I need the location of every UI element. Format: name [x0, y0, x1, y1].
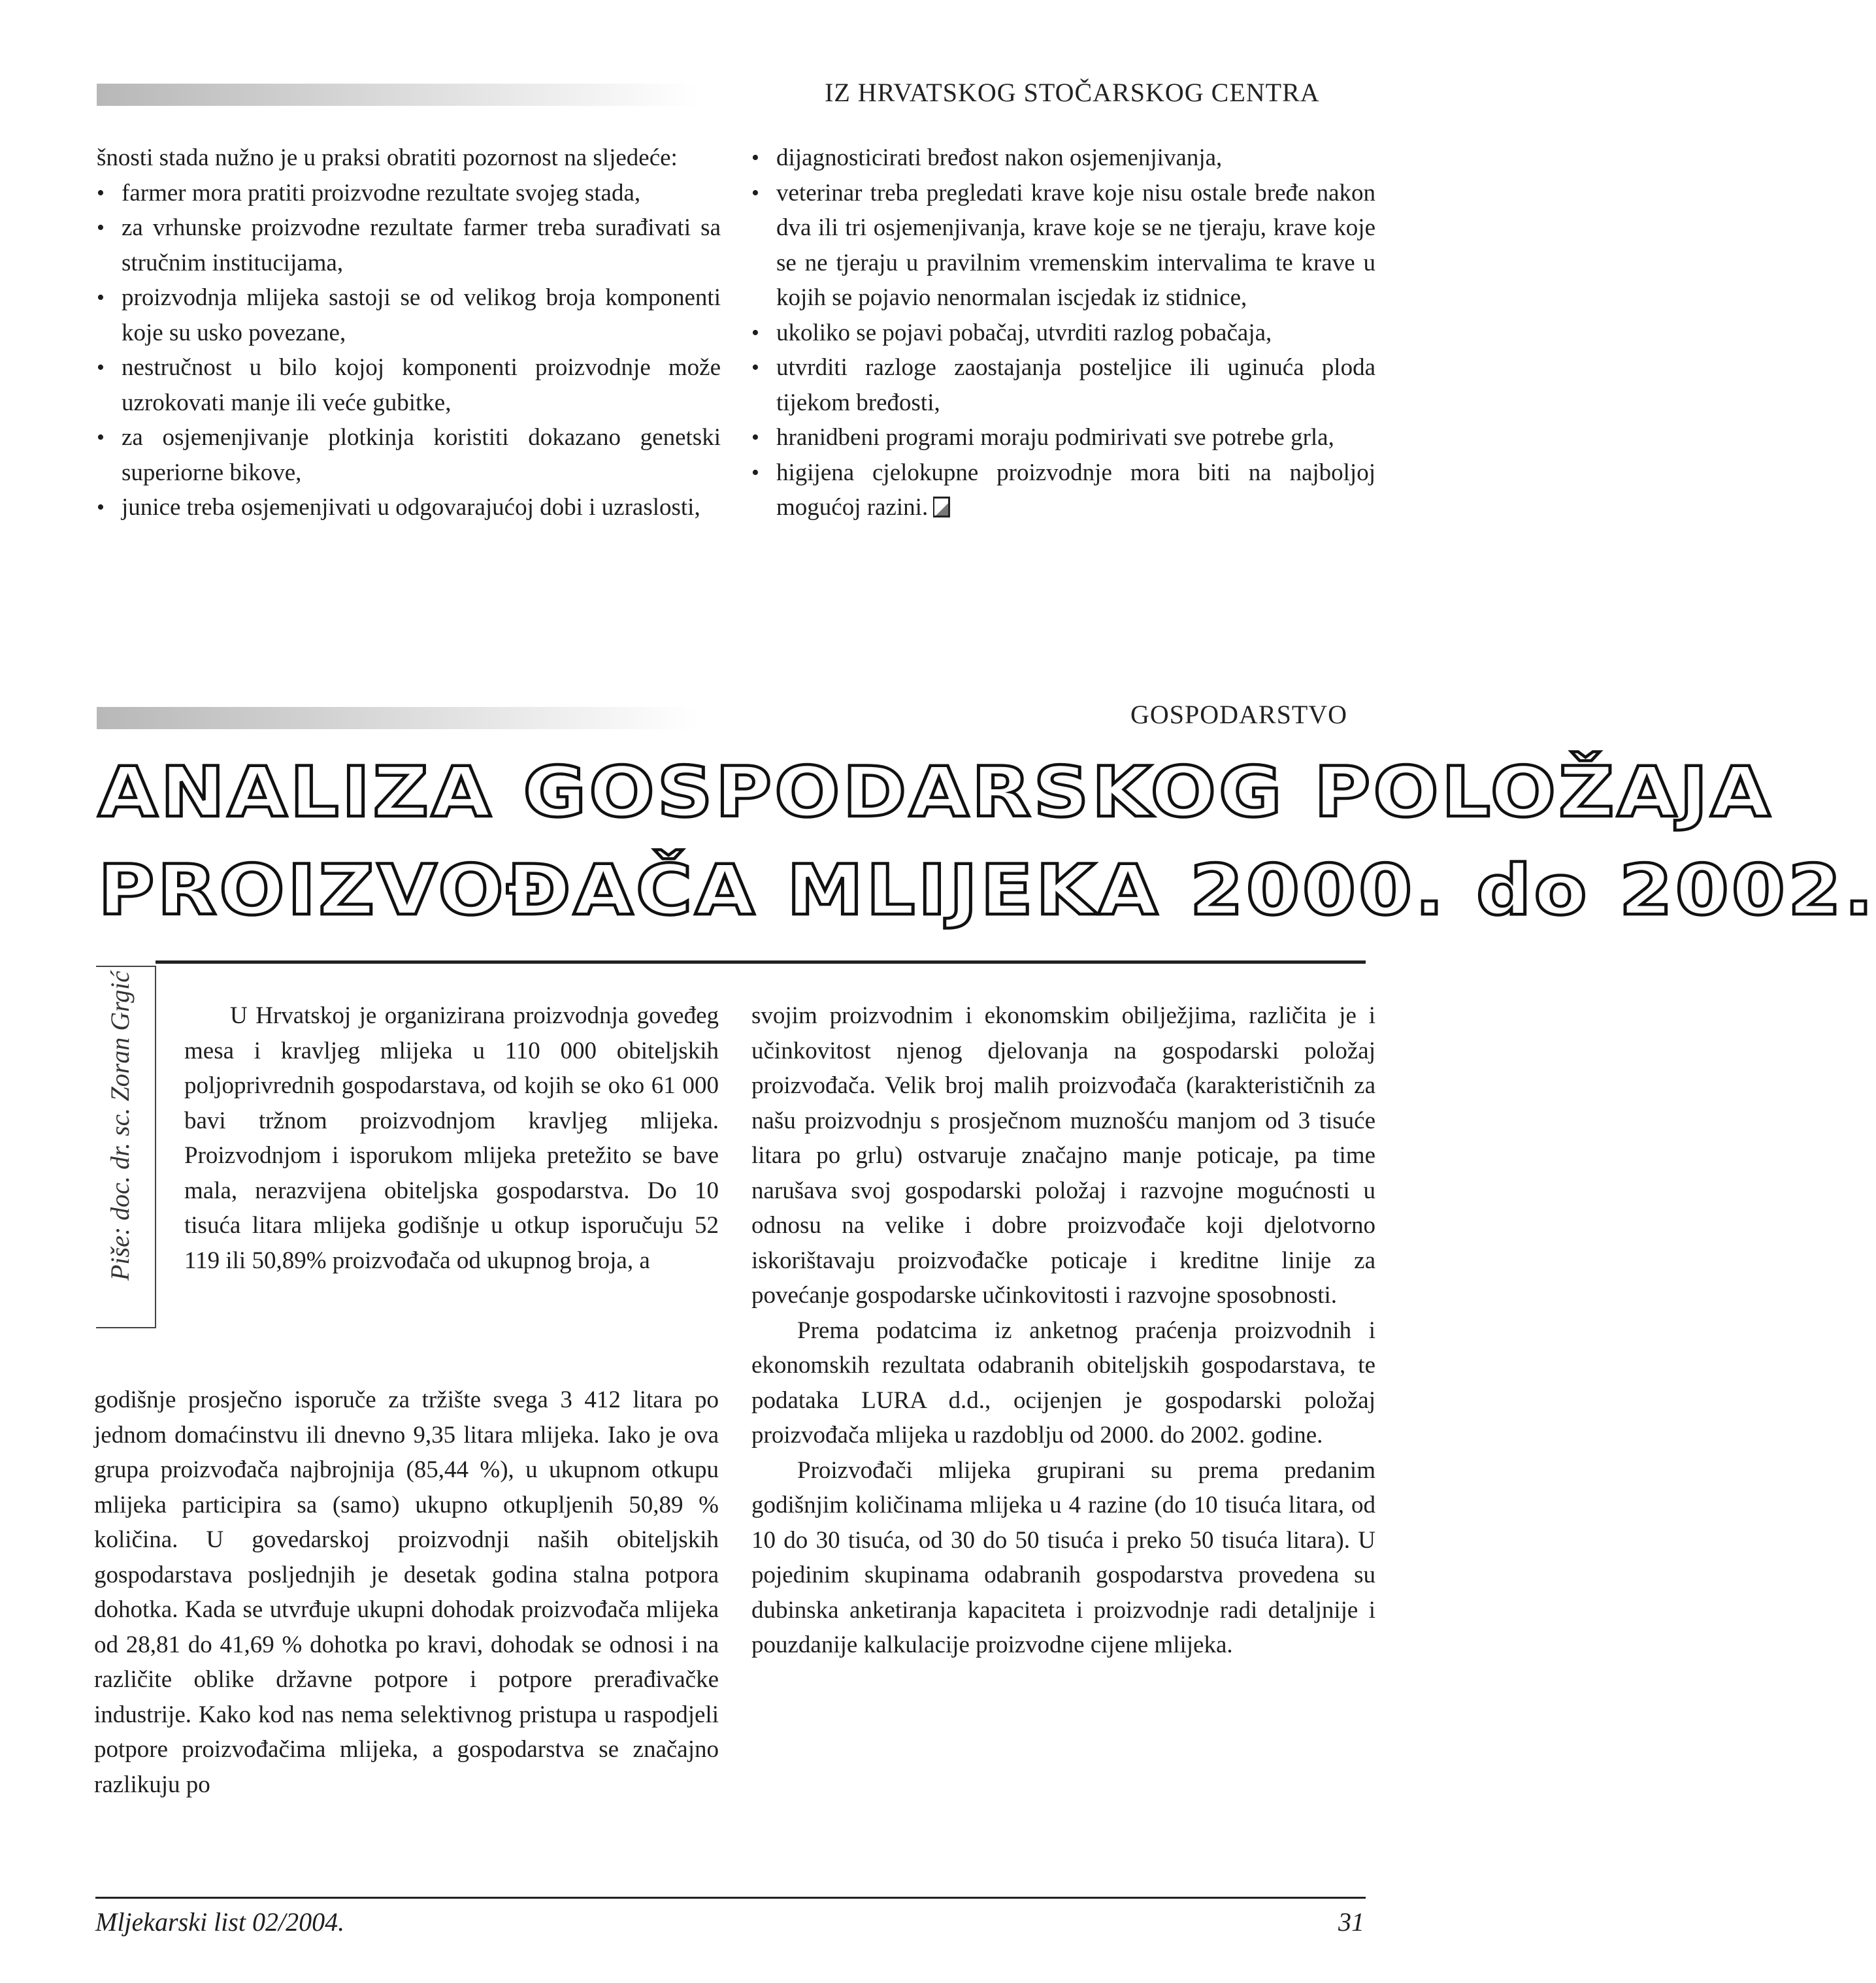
- list-item: • ukoliko se pojavi pobačaj, utvrditi razlog pobačaja,: [751, 316, 1375, 351]
- article-left-narrow: [184, 998, 719, 1278]
- list-item: [751, 455, 1375, 525]
- article-right-column: [751, 998, 1375, 1663]
- list-item: • utvrditi razloge zaostajanja posteljice ili uginuća ploda tijekom bređosti,: [751, 350, 1375, 420]
- list-item-text: higijena cjelokupne proizvodnje mora biti na najboljoj mogućoj razini.: [776, 459, 1375, 521]
- page-number: 31: [1338, 1907, 1364, 1937]
- section-label-mid: GOSPODARSTVO: [1130, 700, 1348, 729]
- list-item: • hranidbeni programi moraju podmirivati sve potrebe grla,: [751, 420, 1375, 455]
- list-item: • proizvodnja mlijeka sastoji se od velikog broja komponenti koje su usko povezane,: [97, 280, 721, 350]
- article-title-line-2: PROIZVOĐAČA MLIJEKA 2000. do 2002.: [98, 849, 1876, 931]
- list-item: • junice treba osjemenjivati u odgovarajućoj dobi i uzraslosti,: [97, 490, 721, 525]
- article-paragraph-4: Proizvođači mlijeka grupirani su prema predanim godišnjim količinama mlijeka u 4 razine (do 10 tisuća litara, od 10 do 30 tisuća, od 30 do 50 tisuća i preko 50 tisuća litara). U pojedinim skupinama odabranih gospodarstva provedena su dubinska anketiranja kapaciteta i proizvodnje radi detaljnije i pouzdanije kalkulacije proizvodne cijene mlijeka.: [751, 1456, 1375, 1658]
- article-paragraph-1-continued: godišnje prosječno isporuče za tržište svega 3 412 litara po jednom domaćinstvu ili dnevno 9,35 litara mlijeka. Iako je ova grupa proizvođača najbrojnija (85,44 %), u ukupnom otkupu mlijeka participira sa (samo) ukupno otkupljenih 50,89 % količina. U govedarskoj proizvodnji naših obiteljskih gospodarstava posljednjih je desetak godina stalna potpora dohotka. Kada se utvrđuje ukupni dohodak proizvođača mlijeka od 28,81 do 41,69 % dohotka po kravi, dohodak se odnosi i na različite oblike državne potpore i potpore prerađivačke industrije. Kako kod nas nema selektivnog pristupa u raspodjeli potpore proizvođačima mlijeka, a gospodarstva se značajno razlikuju po: [94, 1386, 719, 1798]
- list-item: • farmer mora pratiti proizvodne rezultate svojeg stada,: [97, 176, 721, 211]
- top-left-bullet-list: [97, 176, 721, 525]
- top-intro-text: šnosti stada nužno je u praksi obratiti pozornost na sljedeće:: [97, 144, 678, 171]
- article-paragraph-3: Prema podatcima iz anketnog praćenja proizvodnih i ekonomskih rezultata odabranih obiteljskih gospodarstava, te podataka LURA d.d., ocijenjen je gospodarski položaj proizvođača mlijeka u razdoblju od 2000. do 2002. godine.: [751, 1317, 1375, 1449]
- top-right-column: [751, 140, 1375, 525]
- top-left-column: [97, 140, 721, 525]
- author-byline: Piše: doc. dr. sc. Zoran Grgić: [105, 970, 135, 1281]
- article-paragraph-1-start: U Hrvatskoj je organizirana proizvodnja goveđeg mesa i kravljeg mlijeka u 110 000 obiteljskih poljoprivrednih gospodarstava, od kojih se oko 61 000 bavi tržnom proizvodnjom kravljeg mlijeka. Proizvodnjom i isporukom mlijeka pretežito se bave mala, nerazvijena obiteljska gospodarstva. Do 10 tisuća litara mlijeka godišnje u otkup isporučuju 52 119 ili 50,89% proizvođača od ukupnog broja, a: [184, 1002, 719, 1274]
- list-item: • za osjemenjivanje plotkinja koristiti dokazano genetski superiorne bikove,: [97, 420, 721, 490]
- article-title-line-1: ANALIZA GOSPODARSKOG POLOŽAJA: [98, 751, 1773, 833]
- article-left-full: [94, 1383, 719, 1802]
- footer-journal: Mljekarski list 02/2004.: [95, 1907, 345, 1937]
- section-label-top: IZ HRVATSKOG STOČARSKOG CENTRA: [825, 78, 1320, 107]
- top-right-bullet-list: [751, 140, 1375, 525]
- header-grey-bar-mid: [97, 707, 698, 729]
- list-item: • nestručnost u bilo kojoj komponenti proizvodnje može uzrokovati manje ili veće gubitke,: [97, 350, 721, 420]
- end-of-article-icon: [933, 497, 950, 517]
- list-item: • veterinar treba pregledati krave koje nisu ostale bređe nakon dva ili tri osjemenjivanja, krave koje se ne tjeraju, krave koje se ne tjeraju u pravilnim vremenskim intervalima te krave u kojih se pojavio nenormalan iscjedak iz stidnice,: [751, 176, 1375, 316]
- article-paragraph-2: svojim proizvodnim i ekonomskim obilježjima, različita je i učinkovitost njenog djelovanja na gospodarski položaj proizvođača. Velik broj malih proizvođača (karakterističnih za našu proizvodnju s prosječnom muznošću manjom od 3 tisuće litara po grlu) ostvaruje značajno manje poticaje, pa time narušava svoj gospodarski položaj i razvojne mogućnosti u odnosu na velike i dobre proizvođače koji djelotvorno iskorištavaju proizvođačke poticaje i kreditne linije za povećanje gospodarske učinkovitosti i razvojne sposobnosti.: [751, 1002, 1375, 1309]
- list-item: • dijagnosticirati bređost nakon osjemenjivanja,: [751, 140, 1375, 176]
- list-item: • za vrhunske proizvodne rezultate farmer treba surađivati sa stručnim institucijama,: [97, 210, 721, 280]
- header-grey-bar-top: [97, 84, 698, 106]
- title-underline-rule: [156, 960, 1366, 964]
- footer-rule: [95, 1897, 1366, 1899]
